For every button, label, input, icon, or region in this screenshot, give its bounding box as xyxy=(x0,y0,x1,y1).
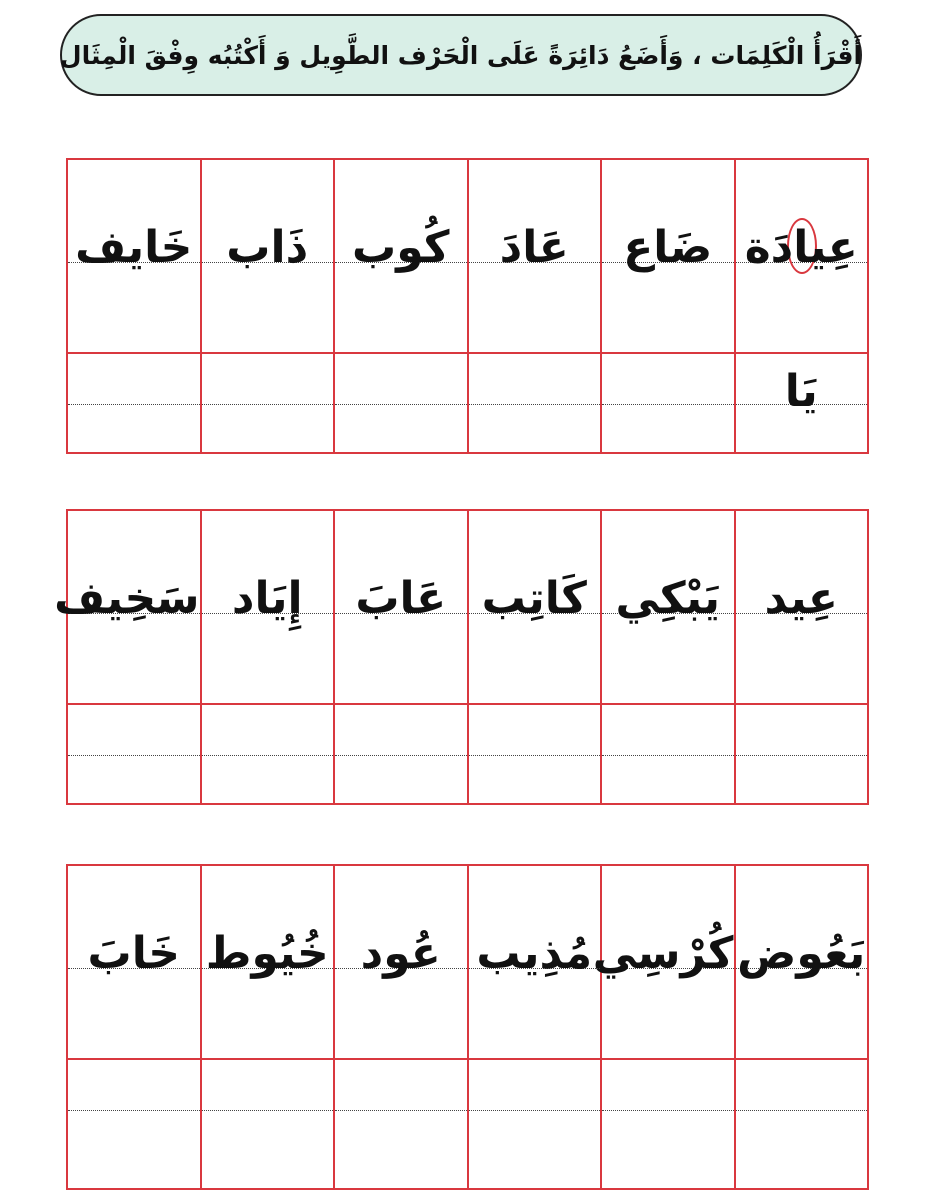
word-text: ذَاب xyxy=(226,222,309,273)
word-grid-2 xyxy=(54,509,869,805)
word-cell xyxy=(200,511,334,705)
answer-text: يَا xyxy=(784,366,818,417)
word-grid-1 xyxy=(66,158,869,454)
answer-cell[interactable] xyxy=(200,1060,334,1190)
dotted-guide-line xyxy=(602,1110,734,1111)
answer-cell[interactable] xyxy=(734,705,868,805)
dotted-guide-line xyxy=(202,404,334,405)
word-text: يَبْكِي xyxy=(615,573,721,624)
word-cell xyxy=(600,511,734,705)
word-text: عَابَ xyxy=(355,573,447,624)
dotted-guide-line xyxy=(335,404,467,405)
word-text: ضَاع xyxy=(623,222,713,273)
dotted-guide-line xyxy=(469,1110,601,1111)
word-cell xyxy=(734,866,868,1060)
answer-cell[interactable] xyxy=(333,354,467,454)
dotted-guide-line xyxy=(469,755,601,756)
word-cell xyxy=(734,160,868,354)
word-cell xyxy=(467,160,601,354)
answer-cell[interactable] xyxy=(200,705,334,805)
word-cell xyxy=(333,866,467,1060)
word-text: خُيُوط xyxy=(205,928,329,979)
word-cell xyxy=(66,160,200,354)
answer-cell[interactable] xyxy=(333,1060,467,1190)
dotted-guide-line xyxy=(335,755,467,756)
word-grid-3 xyxy=(66,864,869,1190)
word-cell xyxy=(200,866,334,1060)
dotted-guide-line xyxy=(736,755,868,756)
dotted-guide-line xyxy=(602,755,734,756)
word-cell xyxy=(333,160,467,354)
word-text: بَعُوض xyxy=(737,928,866,979)
dotted-guide-line xyxy=(68,1110,200,1111)
word-text: عِيد xyxy=(764,573,838,624)
word-text: سَخِيف xyxy=(54,573,200,624)
instruction-banner xyxy=(60,14,862,96)
answer-cell[interactable] xyxy=(200,354,334,454)
answer-cell[interactable] xyxy=(467,705,601,805)
answer-cell[interactable] xyxy=(66,354,200,454)
answer-cell[interactable] xyxy=(467,354,601,454)
answer-cell[interactable] xyxy=(66,1060,200,1190)
dotted-guide-line xyxy=(469,404,601,405)
answer-cell[interactable] xyxy=(333,705,467,805)
word-text: كَاتِب xyxy=(481,573,587,624)
word-cell xyxy=(54,511,200,705)
word-text: خَابَ xyxy=(87,928,180,979)
dotted-guide-line xyxy=(736,1110,868,1111)
word-cell xyxy=(467,866,601,1060)
word-text: عِيادَة xyxy=(744,222,858,273)
instruction-text: أَقْرَأُ الْكَلِمَات ، وَأَضَعُ دَائِرَةً عَلَى الْحَرْف الطَّوِيل وَ أَكْتُبُه وِفْقَ الْمِثَال xyxy=(59,40,863,70)
answer-cell[interactable] xyxy=(734,354,868,454)
word-cell xyxy=(467,511,601,705)
dotted-guide-line xyxy=(68,755,200,756)
answer-cell[interactable] xyxy=(734,1060,868,1190)
word-text: كُوب xyxy=(352,222,450,273)
word-text: كُرْسِي xyxy=(592,928,734,979)
word-cell xyxy=(200,160,334,354)
word-text: عَادَ xyxy=(499,222,569,273)
answer-cell[interactable] xyxy=(66,705,200,805)
word-text: خَايف xyxy=(75,222,193,273)
answer-cell[interactable] xyxy=(600,1060,734,1190)
answer-cell[interactable] xyxy=(600,705,734,805)
dotted-guide-line xyxy=(335,1110,467,1111)
dotted-guide-line xyxy=(202,1110,334,1111)
word-cell xyxy=(600,160,734,354)
word-text: عُود xyxy=(360,928,441,979)
dotted-guide-line xyxy=(602,404,734,405)
answer-cell[interactable] xyxy=(600,354,734,454)
word-cell xyxy=(333,511,467,705)
word-cell xyxy=(592,866,734,1060)
word-text: إِيَاد xyxy=(231,573,303,624)
word-text: مُذِيب xyxy=(476,928,593,979)
dotted-guide-line xyxy=(202,755,334,756)
word-cell xyxy=(66,866,200,1060)
dotted-guide-line xyxy=(68,404,200,405)
answer-cell[interactable] xyxy=(467,1060,601,1190)
word-cell xyxy=(734,511,868,705)
